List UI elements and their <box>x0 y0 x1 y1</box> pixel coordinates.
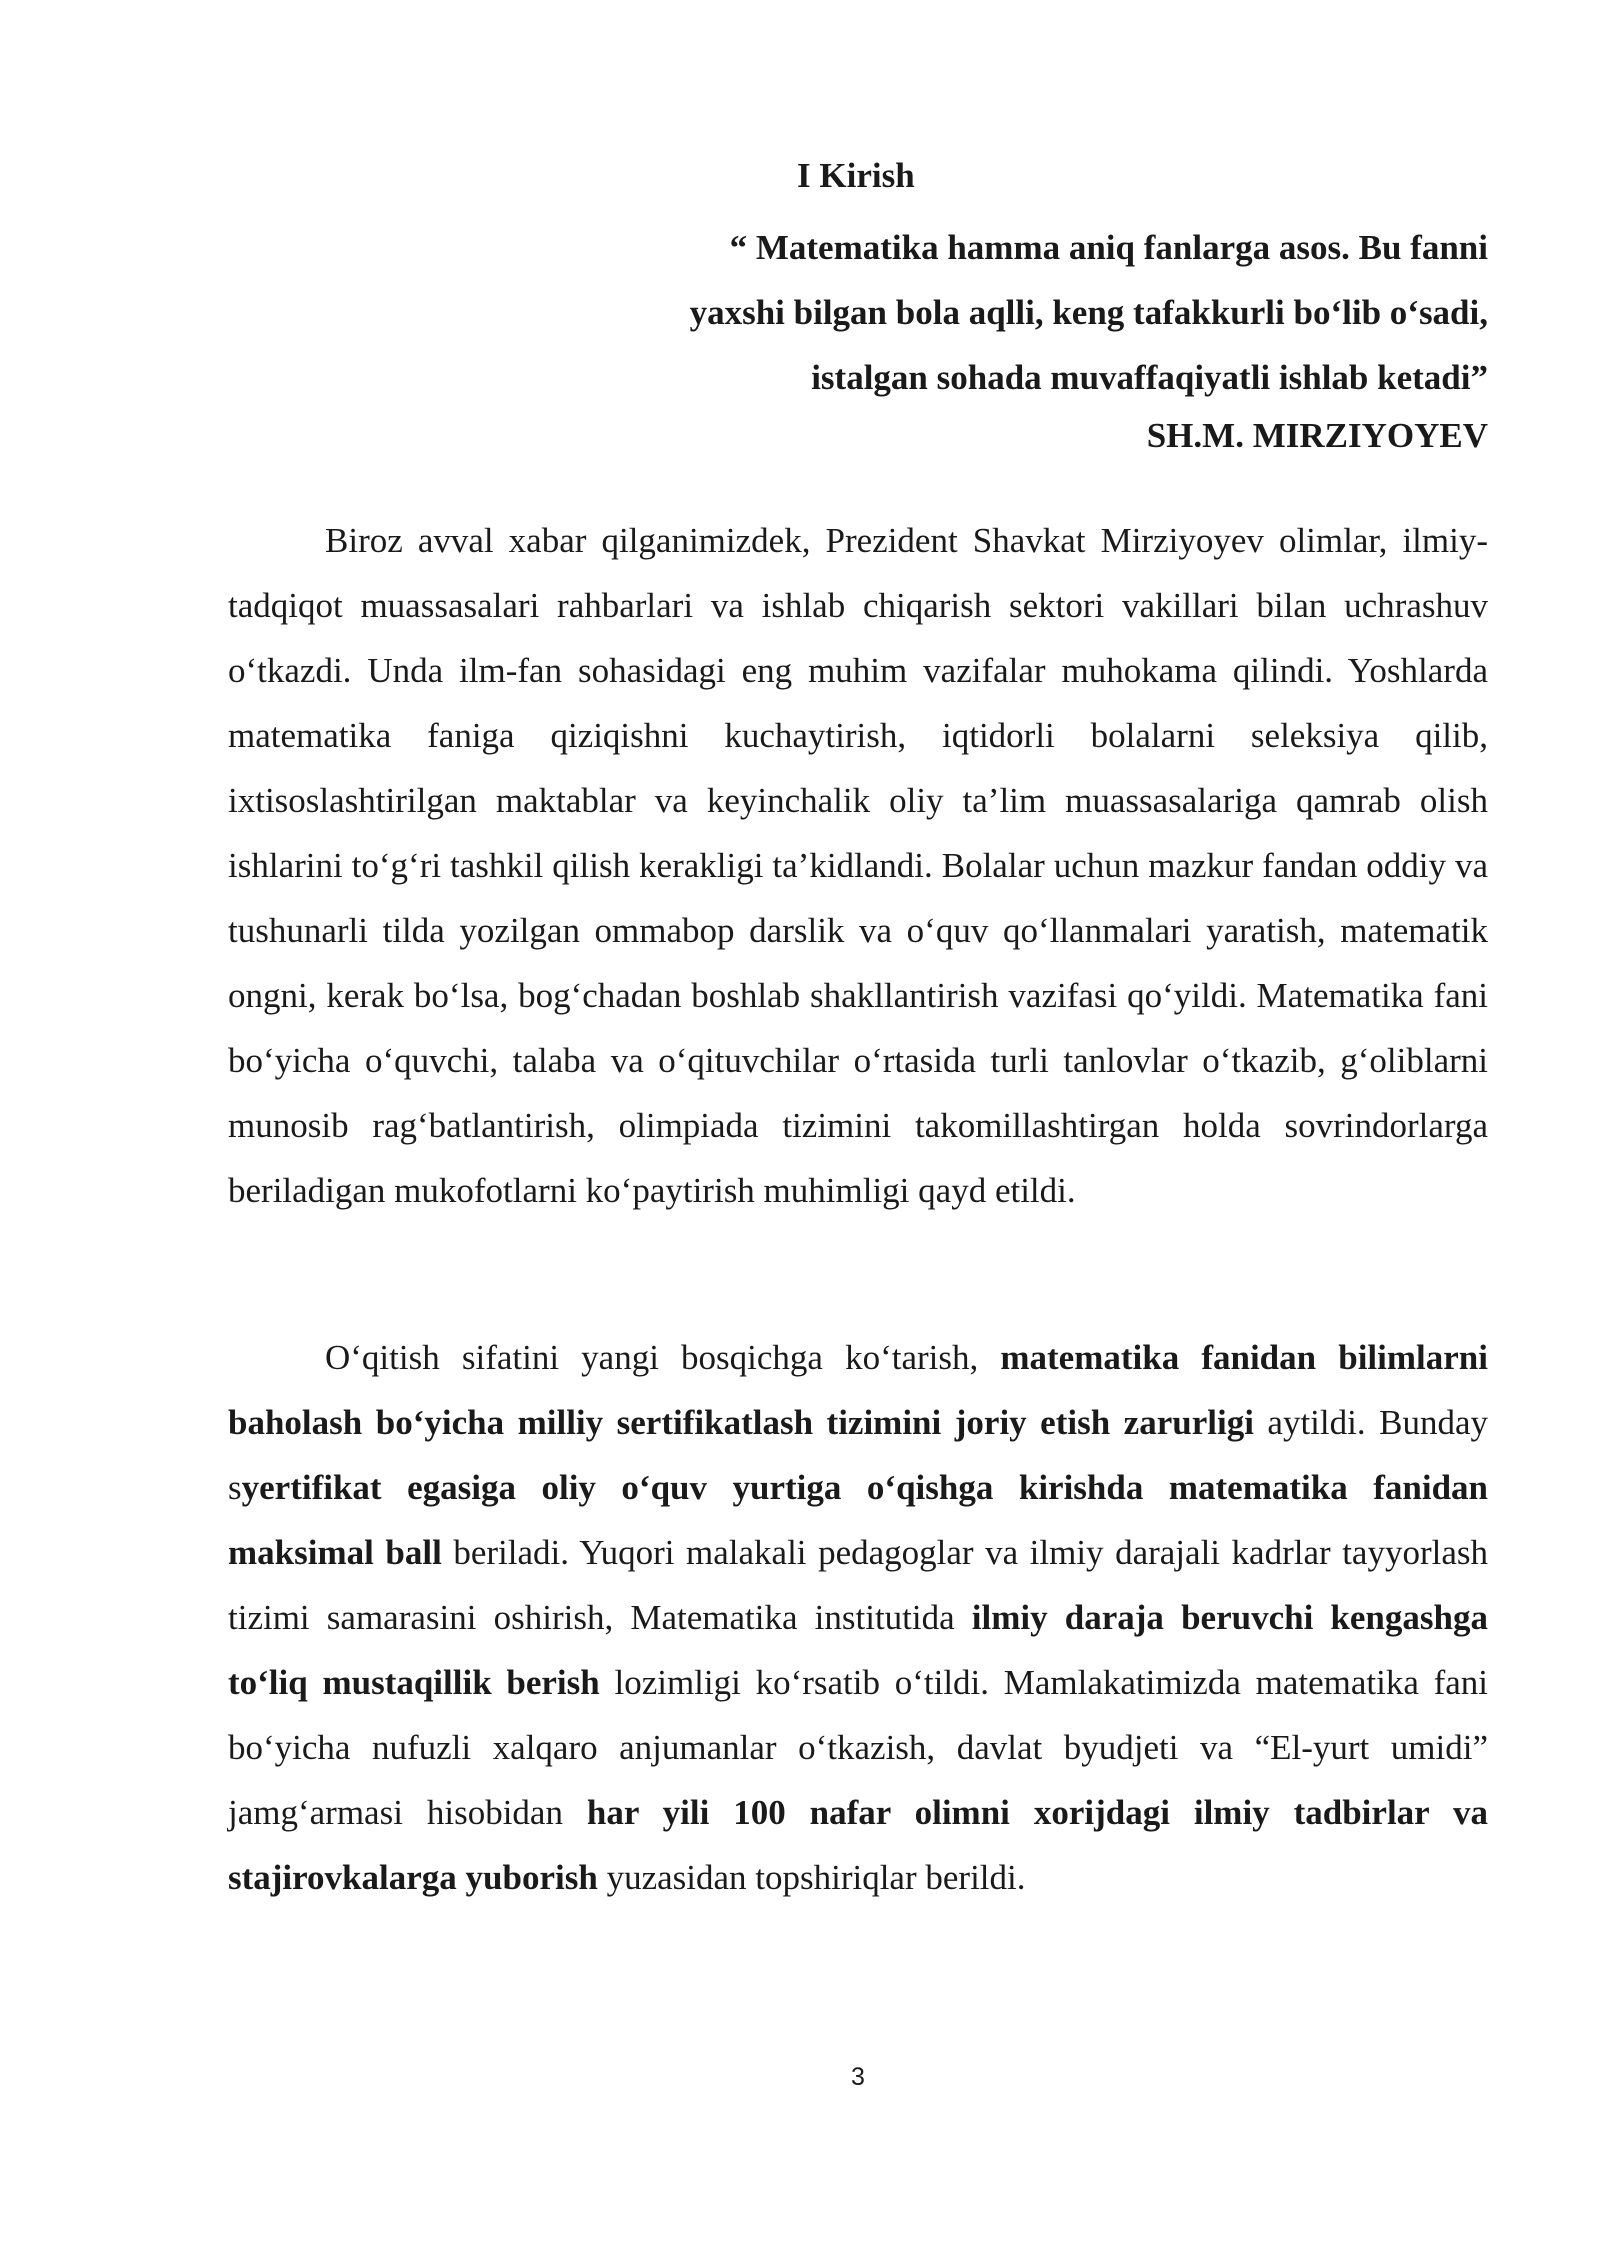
paragraph-2-text-3: beriladi. Yuqori malakali pedagoglar va ilmiy darajali kadrlar tayyorlash tizimi samarasini oshirish, Matematika institutida <box>228 1533 1488 1637</box>
paragraph-2-bold-2: yertifikat egasiga oliy o‘quv yurtiga o‘qishga kirishda matematika fanidan maksimal ball <box>228 1468 1488 1572</box>
paragraph-2-text-4: lozimligi ko‘rsatib o‘tildi. Mamlakatimizda matematika fani bo‘yicha nufuzli xalqaro anjumanlar o‘tkazish, davlat byudjeti va “El-yurt umidi” jamg‘armasi hisobidan <box>228 1663 1488 1832</box>
paragraph-2-bold-4: har yili 100 nafar olimni xorijdagi ilmiy tadbirlar va stajirovkalarga yuborish <box>228 1793 1488 1897</box>
paragraph-2-text-5: yuzasidan topshiriqlar berildi. <box>597 1858 1026 1897</box>
epigraph-line-2: yaxshi bilgan bola aqlli, keng tafakkurli bo‘lib o‘sadi, <box>689 293 1488 332</box>
page-number: 3 <box>851 2063 865 2091</box>
paragraph-2-bold-3: ilmiy daraja beruvchi kengashga to‘liq mustaqillik berish <box>228 1598 1488 1702</box>
epigraph-quote <box>560 215 1488 410</box>
paragraph-2-text-1: O‘qitish sifatini yangi bosqichga ko‘tarish, <box>325 1338 1001 1377</box>
section-heading: I Kirish <box>797 156 915 195</box>
epigraph-line-1: “ Matematika hamma aniq fanlarga asos. Bu fanni <box>729 228 1488 267</box>
epigraph-line-3: istalgan sohada muvaffaqiyatli ishlab ketadi” <box>811 358 1488 397</box>
body-paragraph-2 <box>228 1325 1488 1910</box>
paragraph-2-bold-1: matematika fanidan bilimlarni baholash bo‘yicha milliy sertifikatlash tizimini joriy etish zarurligi <box>228 1338 1488 1442</box>
body-paragraph-1: Biroz avval xabar qilganimizdek, Prezident Shavkat Mirziyoyev olimlar, ilmiy-tadqiqot muassasalari rahbarlari va ishlab chiqarish sektori vakillari bilan uchrashuv o‘tkazdi. Unda ilm-fan sohasidagi eng muhim vazifalar muhokama qilindi. Yoshlarda matematika faniga qiziqishni kuchaytirish, iqtidorli bolalarni seleksiya qilib, ixtisoslashtirilgan maktablar va keyinchalik oliy ta’lim muassasalariga qamrab olish ishlarini to‘g‘ri tashkil qilish kerakligi ta’kidlandi. Bolalar uchun mazkur fandan oddiy va tushunarli tilda yozilgan ommabop darslik va o‘quv qo‘llanmalari yaratish, matematik ongni, kerak bo‘lsa, bog‘chadan boshlab shakllantirish vazifasi qo‘yildi. Matematika fani bo‘yicha o‘quvchi, talaba va o‘qituvchilar o‘rtasida turli tanlovlar o‘tkazib, g‘oliblarni munosib rag‘batlantirish, olimpiada tizimini takomillashtirgan holda sovrindorlarga beriladigan mukofotlarni ko‘paytirish muhimligi qayd etildi. <box>228 521 1488 1210</box>
paragraph-2-text-2: aytildi. Bunday s <box>228 1403 1488 1507</box>
epigraph-author: SH.M. MIRZIYOYEV <box>1146 416 1488 455</box>
